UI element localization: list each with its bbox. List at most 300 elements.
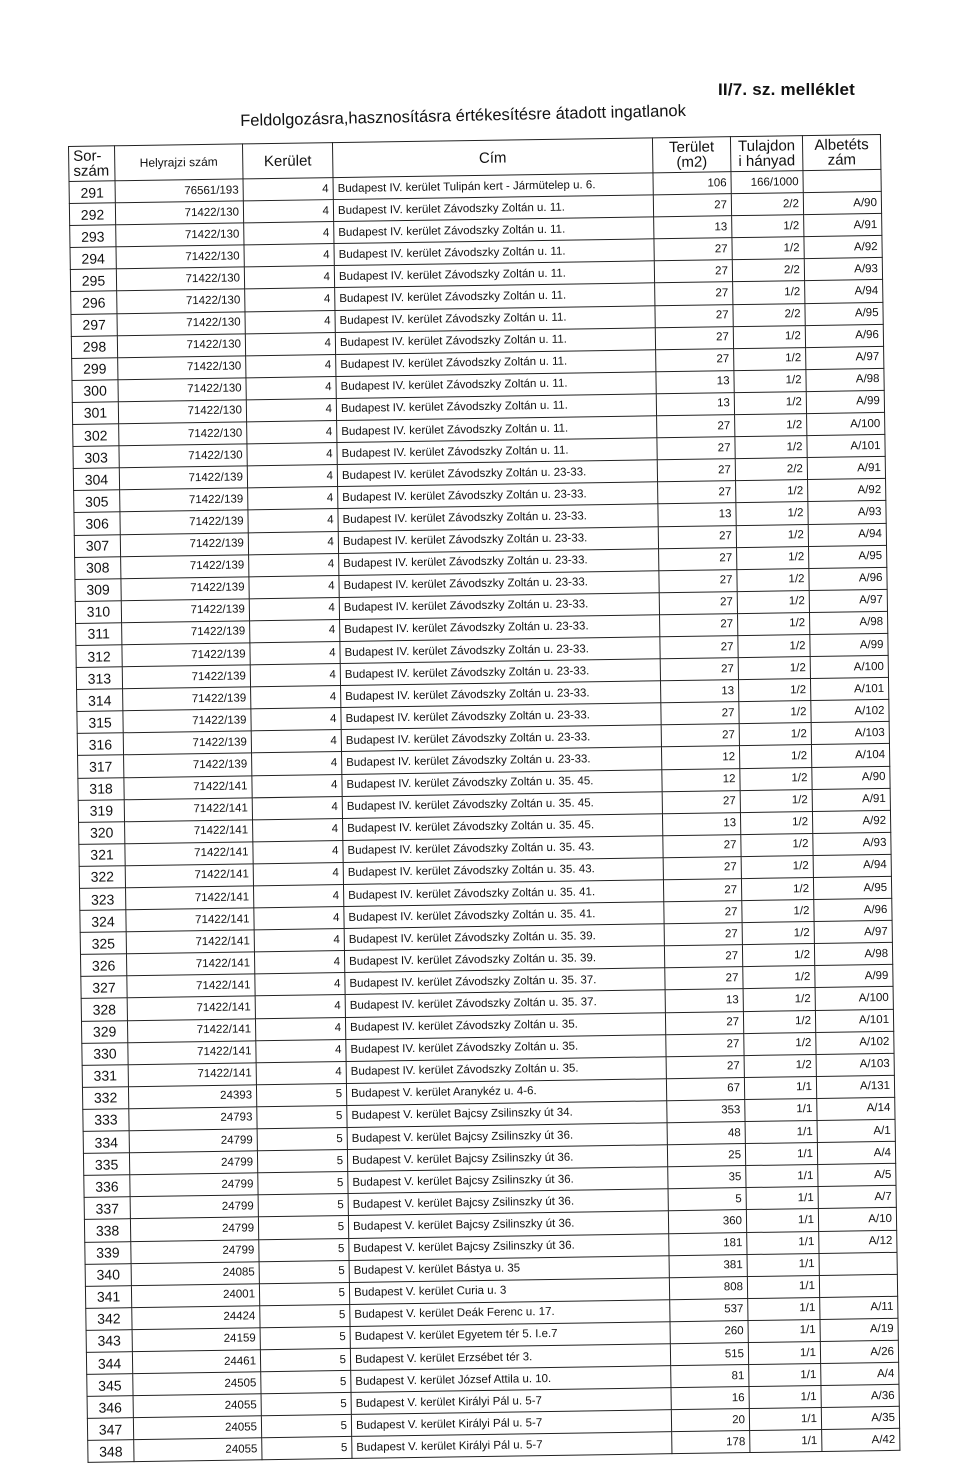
cell-cim: Budapest V. kerület Deák Ferenc u. 17. [350,1299,670,1326]
cell-tulajdoni-hanyad: 1/1 [749,1364,821,1387]
cell-sorszam: 325 [80,932,126,955]
cell-cim: Budapest V. kerület Bajcsy Zsilinszky út 34. [347,1101,667,1128]
cell-albetet: A/96 [809,567,887,590]
cell-kerulet: 5 [261,1371,351,1394]
cell-albetet: A/98 [814,943,892,966]
cell-terulet: 12 [661,746,739,769]
cell-cim: Budapest IV. kerület Závodszky Zoltán u. 35. 43. [343,836,663,863]
cell-terulet: 12 [662,768,740,791]
cell-albetet: A/94 [813,854,891,877]
cell-tulajdoni-hanyad: 1/1 [746,1165,818,1188]
cell-tulajdoni-hanyad: 1/1 [746,1187,818,1210]
cell-tulajdoni-hanyad: 1/1 [747,1253,819,1276]
cell-kerulet: 4 [243,200,333,223]
cell-cim: Budapest IV. kerület Závodszky Zoltán u. 35. [346,1034,666,1061]
cell-helyrajzi-szam: 71422/139 [121,599,249,623]
cell-kerulet: 4 [246,376,336,399]
cell-albetet: A/91 [804,214,882,237]
cell-cim: Budapest IV. kerület Závodszky Zoltán u. 23-33. [340,637,660,664]
cell-helyrajzi-szam: 24001 [131,1283,259,1307]
cell-albetet: A/92 [804,236,882,259]
cell-kerulet: 4 [253,840,343,863]
cell-sorszam: 346 [87,1396,133,1419]
cell-sorszam: 320 [79,821,125,844]
cell-tulajdoni-hanyad: 1/2 [732,237,804,260]
cell-tulajdoni-hanyad: 1/2 [744,1032,816,1055]
header-tulajdoni-hanyad: Tulajdon i hányad [730,136,803,172]
cell-helyrajzi-szam: 71422/139 [123,731,251,755]
cell-terulet: 27 [657,437,735,460]
cell-kerulet: 4 [245,288,335,311]
cell-terulet: 27 [654,260,732,283]
cell-sorszam: 312 [76,645,122,668]
cell-tulajdoni-hanyad: 1/2 [741,855,813,878]
cell-tulajdoni-hanyad: 1/2 [739,745,811,768]
cell-sorszam: 321 [79,844,125,867]
cell-tulajdoni-hanyad: 1/2 [737,590,809,613]
cell-sorszam: 302 [73,424,119,447]
cell-kerulet: 4 [256,1061,346,1084]
cell-tulajdoni-hanyad: 1/2 [741,833,813,856]
cell-cim: Budapest IV. kerület Závodszky Zoltán u. 35. 45. [342,769,662,796]
cell-cim: Budapest IV. kerület Závodszky Zoltán u. 11. [335,283,655,310]
cell-terulet: 27 [663,879,741,902]
cell-kerulet: 4 [251,730,341,753]
cell-sorszam: 328 [81,998,127,1021]
cell-albetet: A/97 [814,921,892,944]
cell-kerulet: 4 [252,752,342,775]
cell-albetet: A/95 [813,876,891,899]
cell-tulajdoni-hanyad: 1/2 [741,878,813,901]
cell-helyrajzi-szam: 71422/130 [117,289,245,313]
cell-kerulet: 5 [258,1194,348,1217]
cell-terulet: 27 [655,282,733,305]
cell-kerulet: 4 [251,708,341,731]
cell-kerulet: 5 [261,1415,351,1438]
cell-sorszam: 336 [84,1175,130,1198]
cell-kerulet: 5 [259,1282,349,1305]
cell-sorszam: 338 [84,1219,130,1242]
cell-sorszam: 316 [77,733,123,756]
cell-kerulet: 4 [243,178,333,201]
cell-albetet: A/10 [818,1208,896,1231]
cell-albetet: A/98 [810,611,888,634]
cell-terulet: 13 [656,370,734,393]
cell-sorszam: 344 [86,1352,132,1375]
cell-tulajdoni-hanyad: 1/2 [738,657,810,680]
cell-sorszam: 341 [85,1285,131,1308]
cell-cim: Budapest IV. kerület Závodszky Zoltán u. 23-33. [340,615,660,642]
annex-label: II/7. sz. melléklet [718,80,856,99]
cell-tulajdoni-hanyad: 1/2 [733,325,805,348]
cell-albetet: A/96 [814,898,892,921]
header-albetet: Albetéts zám [802,134,881,170]
cell-sorszam: 342 [86,1307,132,1330]
cell-sorszam: 296 [71,291,117,314]
cell-cim: Budapest IV. kerület Závodszky Zoltán u. 11. [336,372,656,399]
cell-kerulet: 4 [253,862,343,885]
cell-tulajdoni-hanyad: 1/2 [744,1054,816,1077]
cell-albetet: A/96 [805,324,883,347]
cell-tulajdoni-hanyad: 1/2 [740,811,812,834]
cell-albetet: A/94 [805,280,883,303]
cell-tulajdoni-hanyad: 1/2 [742,900,814,923]
cell-albetet: A/103 [816,1053,894,1076]
cell-helyrajzi-szam: 71422/130 [119,444,247,468]
cell-tulajdoni-hanyad: 2/2 [733,303,805,326]
cell-terulet: 360 [668,1210,746,1233]
cell-kerulet: 4 [245,332,335,355]
cell-cim: Budapest V. kerület Curia u. 3 [349,1277,669,1304]
cell-tulajdoni-hanyad: 1/2 [739,723,811,746]
cell-sorszam: 335 [83,1153,129,1176]
cell-tulajdoni-hanyad: 1/2 [740,767,812,790]
cell-helyrajzi-szam: 71422/139 [123,709,251,733]
cell-kerulet: 4 [252,796,342,819]
cell-sorszam: 347 [87,1418,133,1441]
cell-tulajdoni-hanyad: 1/2 [737,546,809,569]
cell-terulet: 27 [664,901,742,924]
cell-cim: Budapest IV. kerület Závodszky Zoltán u. 23-33. [341,725,661,752]
cell-cim: Budapest IV. kerület Závodszky Zoltán u. 11. [336,350,656,377]
cell-sorszam: 300 [72,380,118,403]
cell-helyrajzi-szam: 24799 [130,1195,258,1219]
cell-sorszam: 299 [72,358,118,381]
cell-cim: Budapest IV. kerület Závodszky Zoltán u. 23-33. [339,570,659,597]
cell-helyrajzi-szam: 71422/141 [127,996,255,1020]
cell-sorszam: 317 [78,755,124,778]
cell-tulajdoni-hanyad: 1/2 [737,568,809,591]
cell-helyrajzi-szam: 71422/141 [128,1063,256,1087]
cell-terulet: 20 [671,1409,749,1432]
property-table [68,134,900,1463]
cell-albetet: A/42 [822,1429,900,1452]
cell-cim: Budapest IV. kerület Závodszky Zoltán u. 11. [335,327,655,354]
header-cim: Cím [332,138,652,178]
cell-terulet: 27 [654,238,732,261]
cell-terulet: 27 [665,967,743,990]
cell-kerulet: 4 [245,310,335,333]
cell-cim: Budapest IV. kerület Závodszky Zoltán u. 35. 39. [344,924,664,951]
cell-cim: Budapest V. kerület Bajcsy Zsilinszky út 36. [348,1211,668,1238]
cell-tulajdoni-hanyad: 1/1 [746,1209,818,1232]
cell-albetet: A/11 [820,1296,898,1319]
cell-terulet: 27 [660,636,738,659]
cell-kerulet: 4 [256,1039,346,1062]
cell-terulet: 27 [658,481,736,504]
cell-terulet: 5 [668,1188,746,1211]
cell-terulet: 27 [657,459,735,482]
cell-albetet: A/103 [811,722,889,745]
cell-kerulet: 4 [248,509,338,532]
cell-albetet: A/94 [808,523,886,546]
cell-helyrajzi-szam: 71422/141 [126,908,254,932]
cell-cim: Budapest IV. kerület Závodszky Zoltán u. 11. [334,239,654,266]
cell-helyrajzi-szam: 24055 [133,1416,261,1440]
cell-cim: Budapest IV. kerület Závodszky Zoltán u. 23-33. [338,482,658,509]
cell-tulajdoni-hanyad: 1/2 [734,392,806,415]
cell-cim: Budapest IV. kerület Tulipán kert - Jármütelep u. 6. [333,173,653,200]
cell-terulet: 27 [657,415,735,438]
cell-sorszam: 334 [83,1131,129,1154]
cell-albetet: A/100 [807,412,885,435]
cell-sorszam: 343 [86,1330,132,1353]
cell-kerulet: 5 [260,1348,350,1371]
cell-tulajdoni-hanyad: 1/2 [743,988,815,1011]
cell-terulet: 48 [667,1122,745,1145]
cell-terulet: 13 [662,812,740,835]
cell-tulajdoni-hanyad: 1/2 [735,436,807,459]
cell-terulet: 13 [656,393,734,416]
cell-helyrajzi-szam: 24159 [132,1328,260,1352]
cell-terulet: 13 [661,680,739,703]
cell-helyrajzi-szam: 71422/130 [117,334,245,358]
cell-cim: Budapest IV. kerület Závodszky Zoltán u. 35. 37. [345,990,665,1017]
cell-tulajdoni-hanyad: 1/1 [748,1319,820,1342]
cell-kerulet: 4 [247,421,337,444]
cell-albetet: A/99 [806,390,884,413]
cell-tulajdoni-hanyad: 1/2 [732,215,804,238]
cell-kerulet: 5 [261,1393,351,1416]
cell-kerulet: 5 [259,1238,349,1261]
cell-cim: Budapest V. kerület Bajcsy Zsilinszky út 36. [347,1123,667,1150]
cell-tulajdoni-hanyad: 1/2 [743,1010,815,1033]
cell-helyrajzi-szam: 24461 [132,1350,260,1374]
cell-cim: Budapest IV. kerület Závodszky Zoltán u. 35. 41. [343,880,663,907]
cell-helyrajzi-szam: 71422/141 [125,864,253,888]
cell-terulet: 181 [669,1232,747,1255]
cell-sorszam: 298 [71,335,117,358]
cell-albetet: A/35 [821,1407,899,1430]
cell-sorszam: 331 [82,1064,128,1087]
cell-albetet: A/90 [812,766,890,789]
cell-terulet: 106 [653,172,731,195]
cell-sorszam: 315 [77,711,123,734]
cell-cim: Budapest V. kerület Bajcsy Zsilinszky út 36. [348,1167,668,1194]
cell-cim: Budapest IV. kerület Závodszky Zoltán u. 35. 45. [342,791,662,818]
cell-helyrajzi-szam: 76561/193 [115,179,243,203]
cell-helyrajzi-szam: 71422/130 [119,422,247,446]
cell-cim: Budapest IV. kerület Závodszky Zoltán u. 23-33. [337,460,657,487]
cell-tulajdoni-hanyad: 1/1 [744,1076,816,1099]
cell-tulajdoni-hanyad: 1/2 [736,480,808,503]
cell-albetet: A/92 [808,479,886,502]
cell-helyrajzi-szam: 71422/130 [118,378,246,402]
cell-helyrajzi-szam: 71422/141 [128,1040,256,1064]
cell-tulajdoni-hanyad: 166/1000 [731,171,803,194]
cell-sorszam: 330 [82,1042,128,1065]
cell-albetet: A/102 [811,700,889,723]
cell-tulajdoni-hanyad: 1/2 [734,347,806,370]
cell-albetet: A/99 [815,965,893,988]
cell-helyrajzi-szam: 71422/141 [124,797,252,821]
cell-cim: Budapest IV. kerület Závodszky Zoltán u. 23-33. [339,593,659,620]
cell-kerulet: 4 [250,664,340,687]
cell-sorszam: 297 [71,313,117,336]
cell-helyrajzi-szam: 24799 [130,1217,258,1241]
cell-cim: Budapest IV. kerület Závodszky Zoltán u. 23-33. [341,681,661,708]
cell-terulet: 353 [667,1100,745,1123]
cell-cim: Budapest IV. kerület Závodszky Zoltán u. 11. [333,195,653,222]
cell-sorszam: 292 [69,203,115,226]
cell-terulet: 27 [665,1011,743,1034]
cell-helyrajzi-szam: 71422/141 [126,886,254,910]
cell-cim: Budapest V. kerület Királyi Pál u. 5-7 [351,1410,671,1437]
cell-albetet: A/4 [821,1362,899,1385]
cell-helyrajzi-szam: 71422/139 [121,577,249,601]
cell-sorszam: 337 [84,1197,130,1220]
cell-sorszam: 326 [80,954,126,977]
cell-tulajdoni-hanyad: 1/1 [749,1408,821,1431]
cell-terulet: 27 [659,591,737,614]
header-terulet: Terület (m2) [652,137,731,173]
cell-kerulet: 4 [248,531,338,554]
cell-tulajdoni-hanyad: 1/1 [747,1231,819,1254]
cell-cim: Budapest IV. kerület Závodszky Zoltán u. 23-33. [342,747,662,774]
cell-terulet: 178 [672,1431,750,1454]
cell-sorszam: 314 [77,689,123,712]
cell-albetet: A/12 [819,1230,897,1253]
cell-tulajdoni-hanyad: 1/1 [749,1386,821,1409]
cell-helyrajzi-szam: 71422/139 [120,488,248,512]
cell-terulet: 537 [670,1298,748,1321]
cell-sorszam: 291 [69,181,115,204]
cell-sorszam: 323 [80,888,126,911]
cell-helyrajzi-szam: 71422/141 [124,775,252,799]
cell-terulet: 27 [655,304,733,327]
cell-kerulet: 4 [249,597,339,620]
cell-tulajdoni-hanyad: 2/2 [731,193,803,216]
cell-kerulet: 4 [247,465,337,488]
cell-kerulet: 4 [255,995,345,1018]
cell-kerulet: 4 [246,354,336,377]
cell-albetet: A/95 [809,545,887,568]
cell-terulet: 27 [659,547,737,570]
cell-albetet [803,169,881,192]
cell-cim: Budapest V. kerület Bajcsy Zsilinszky út 36. [348,1189,668,1216]
cell-helyrajzi-szam: 71422/130 [115,201,243,225]
cell-cim: Budapest IV. kerület Závodszky Zoltán u. 11. [337,438,657,465]
property-table-wrapper [68,134,899,1463]
cell-cim: Budapest IV. kerület Závodszky Zoltán u. 35. 45. [343,813,663,840]
header-kerulet: Kerület [242,143,333,179]
cell-tulajdoni-hanyad: 1/2 [739,701,811,724]
cell-kerulet: 4 [247,443,337,466]
cell-kerulet: 4 [252,774,342,797]
cell-kerulet: 4 [250,641,340,664]
cell-kerulet: 5 [259,1260,349,1283]
cell-cim: Budapest V. kerület Erzsébet tér 3. [350,1344,670,1371]
cell-cim: Budapest IV. kerület Závodszky Zoltán u. 35. 39. [344,946,664,973]
cell-tulajdoni-hanyad: 1/2 [736,502,808,525]
cell-sorszam: 294 [70,247,116,270]
cell-sorszam: 348 [88,1440,134,1463]
cell-terulet: 35 [668,1166,746,1189]
cell-kerulet: 5 [257,1127,347,1150]
cell-helyrajzi-szam: 24085 [131,1261,259,1285]
cell-albetet: A/92 [812,810,890,833]
cell-sorszam: 303 [73,446,119,469]
cell-tulajdoni-hanyad: 1/2 [740,789,812,812]
cell-albetet: A/1 [817,1119,895,1142]
cell-kerulet: 4 [244,266,334,289]
cell-helyrajzi-szam: 71422/139 [122,621,250,645]
cell-albetet: A/90 [803,192,881,215]
cell-terulet: 27 [659,569,737,592]
cell-helyrajzi-szam: 71422/141 [125,842,253,866]
cell-terulet: 13 [658,503,736,526]
cell-helyrajzi-szam: 71422/130 [116,223,244,247]
cell-sorszam: 293 [70,225,116,248]
cell-helyrajzi-szam: 71422/141 [126,930,254,954]
cell-tulajdoni-hanyad: 1/2 [742,922,814,945]
cell-terulet: 16 [671,1387,749,1410]
cell-cim: Budapest IV. kerület Závodszky Zoltán u. 35. 41. [344,902,664,929]
cell-sorszam: 327 [81,976,127,999]
cell-cim: Budapest V. kerület Bajcsy Zsilinszky út 36. [349,1233,669,1260]
cell-albetet: A/100 [810,655,888,678]
cell-helyrajzi-szam: 71422/141 [125,820,253,844]
cell-helyrajzi-szam: 71422/130 [117,311,245,335]
cell-cim: Budapest V. kerület József Attila u. 10. [351,1366,671,1393]
cell-tulajdoni-hanyad: 1/1 [748,1341,820,1364]
cell-cim: Budapest IV. kerület Závodszky Zoltán u. 11. [334,261,654,288]
cell-helyrajzi-szam: 71422/130 [116,267,244,291]
cell-kerulet: 5 [262,1437,352,1460]
cell-albetet: A/91 [807,457,885,480]
cell-helyrajzi-szam: 24393 [128,1085,256,1109]
cell-kerulet: 5 [260,1304,350,1327]
cell-kerulet: 5 [257,1105,347,1128]
cell-cim: Budapest IV. kerület Závodszky Zoltán u. 35. [346,1056,666,1083]
cell-helyrajzi-szam: 71422/141 [127,1018,255,1042]
cell-sorszam: 332 [82,1087,128,1110]
cell-terulet: 27 [663,834,741,857]
cell-kerulet: 4 [248,487,338,510]
cell-albetet: A/97 [806,346,884,369]
cell-helyrajzi-szam: 71422/130 [118,400,246,424]
cell-sorszam: 339 [85,1241,131,1264]
cell-helyrajzi-szam: 71422/139 [122,665,250,689]
cell-albetet: A/100 [815,987,893,1010]
cell-cim: Budapest IV. kerület Závodszky Zoltán u. 23-33. [340,659,660,686]
cell-cim: Budapest IV. kerület Závodszky Zoltán u. 35. 37. [345,968,665,995]
cell-kerulet: 5 [258,1216,348,1239]
cell-helyrajzi-szam: 71422/139 [122,643,250,667]
cell-cim: Budapest V. kerület Királyi Pál u. 5-7 [352,1432,672,1459]
cell-terulet: 27 [655,326,733,349]
cell-sorszam: 295 [70,269,116,292]
cell-kerulet: 4 [255,1017,345,1040]
cell-albetet: A/101 [815,1009,893,1032]
header-helyrajzi-szam: Helyrajzi szám [115,144,244,181]
cell-helyrajzi-szam: 71422/130 [118,356,246,380]
cell-kerulet: 4 [250,619,340,642]
cell-albetet [819,1252,897,1275]
cell-cim: Budapest IV. kerület Závodszky Zoltán u. 11. [335,305,655,332]
cell-cim: Budapest IV. kerület Závodszky Zoltán u. 23-33. [338,526,658,553]
cell-cim: Budapest IV. kerület Závodszky Zoltán u. 11. [336,394,656,421]
cell-tulajdoni-hanyad: 1/1 [750,1430,822,1453]
cell-albetet: A/36 [821,1384,899,1407]
cell-helyrajzi-szam: 24055 [134,1438,262,1462]
cell-sorszam: 324 [80,910,126,933]
cell-albetet [819,1274,897,1297]
cell-albetet: A/5 [818,1164,896,1187]
cell-tulajdoni-hanyad: 2/2 [732,259,804,282]
cell-tulajdoni-hanyad: 1/2 [735,414,807,437]
cell-sorszam: 310 [75,601,121,624]
